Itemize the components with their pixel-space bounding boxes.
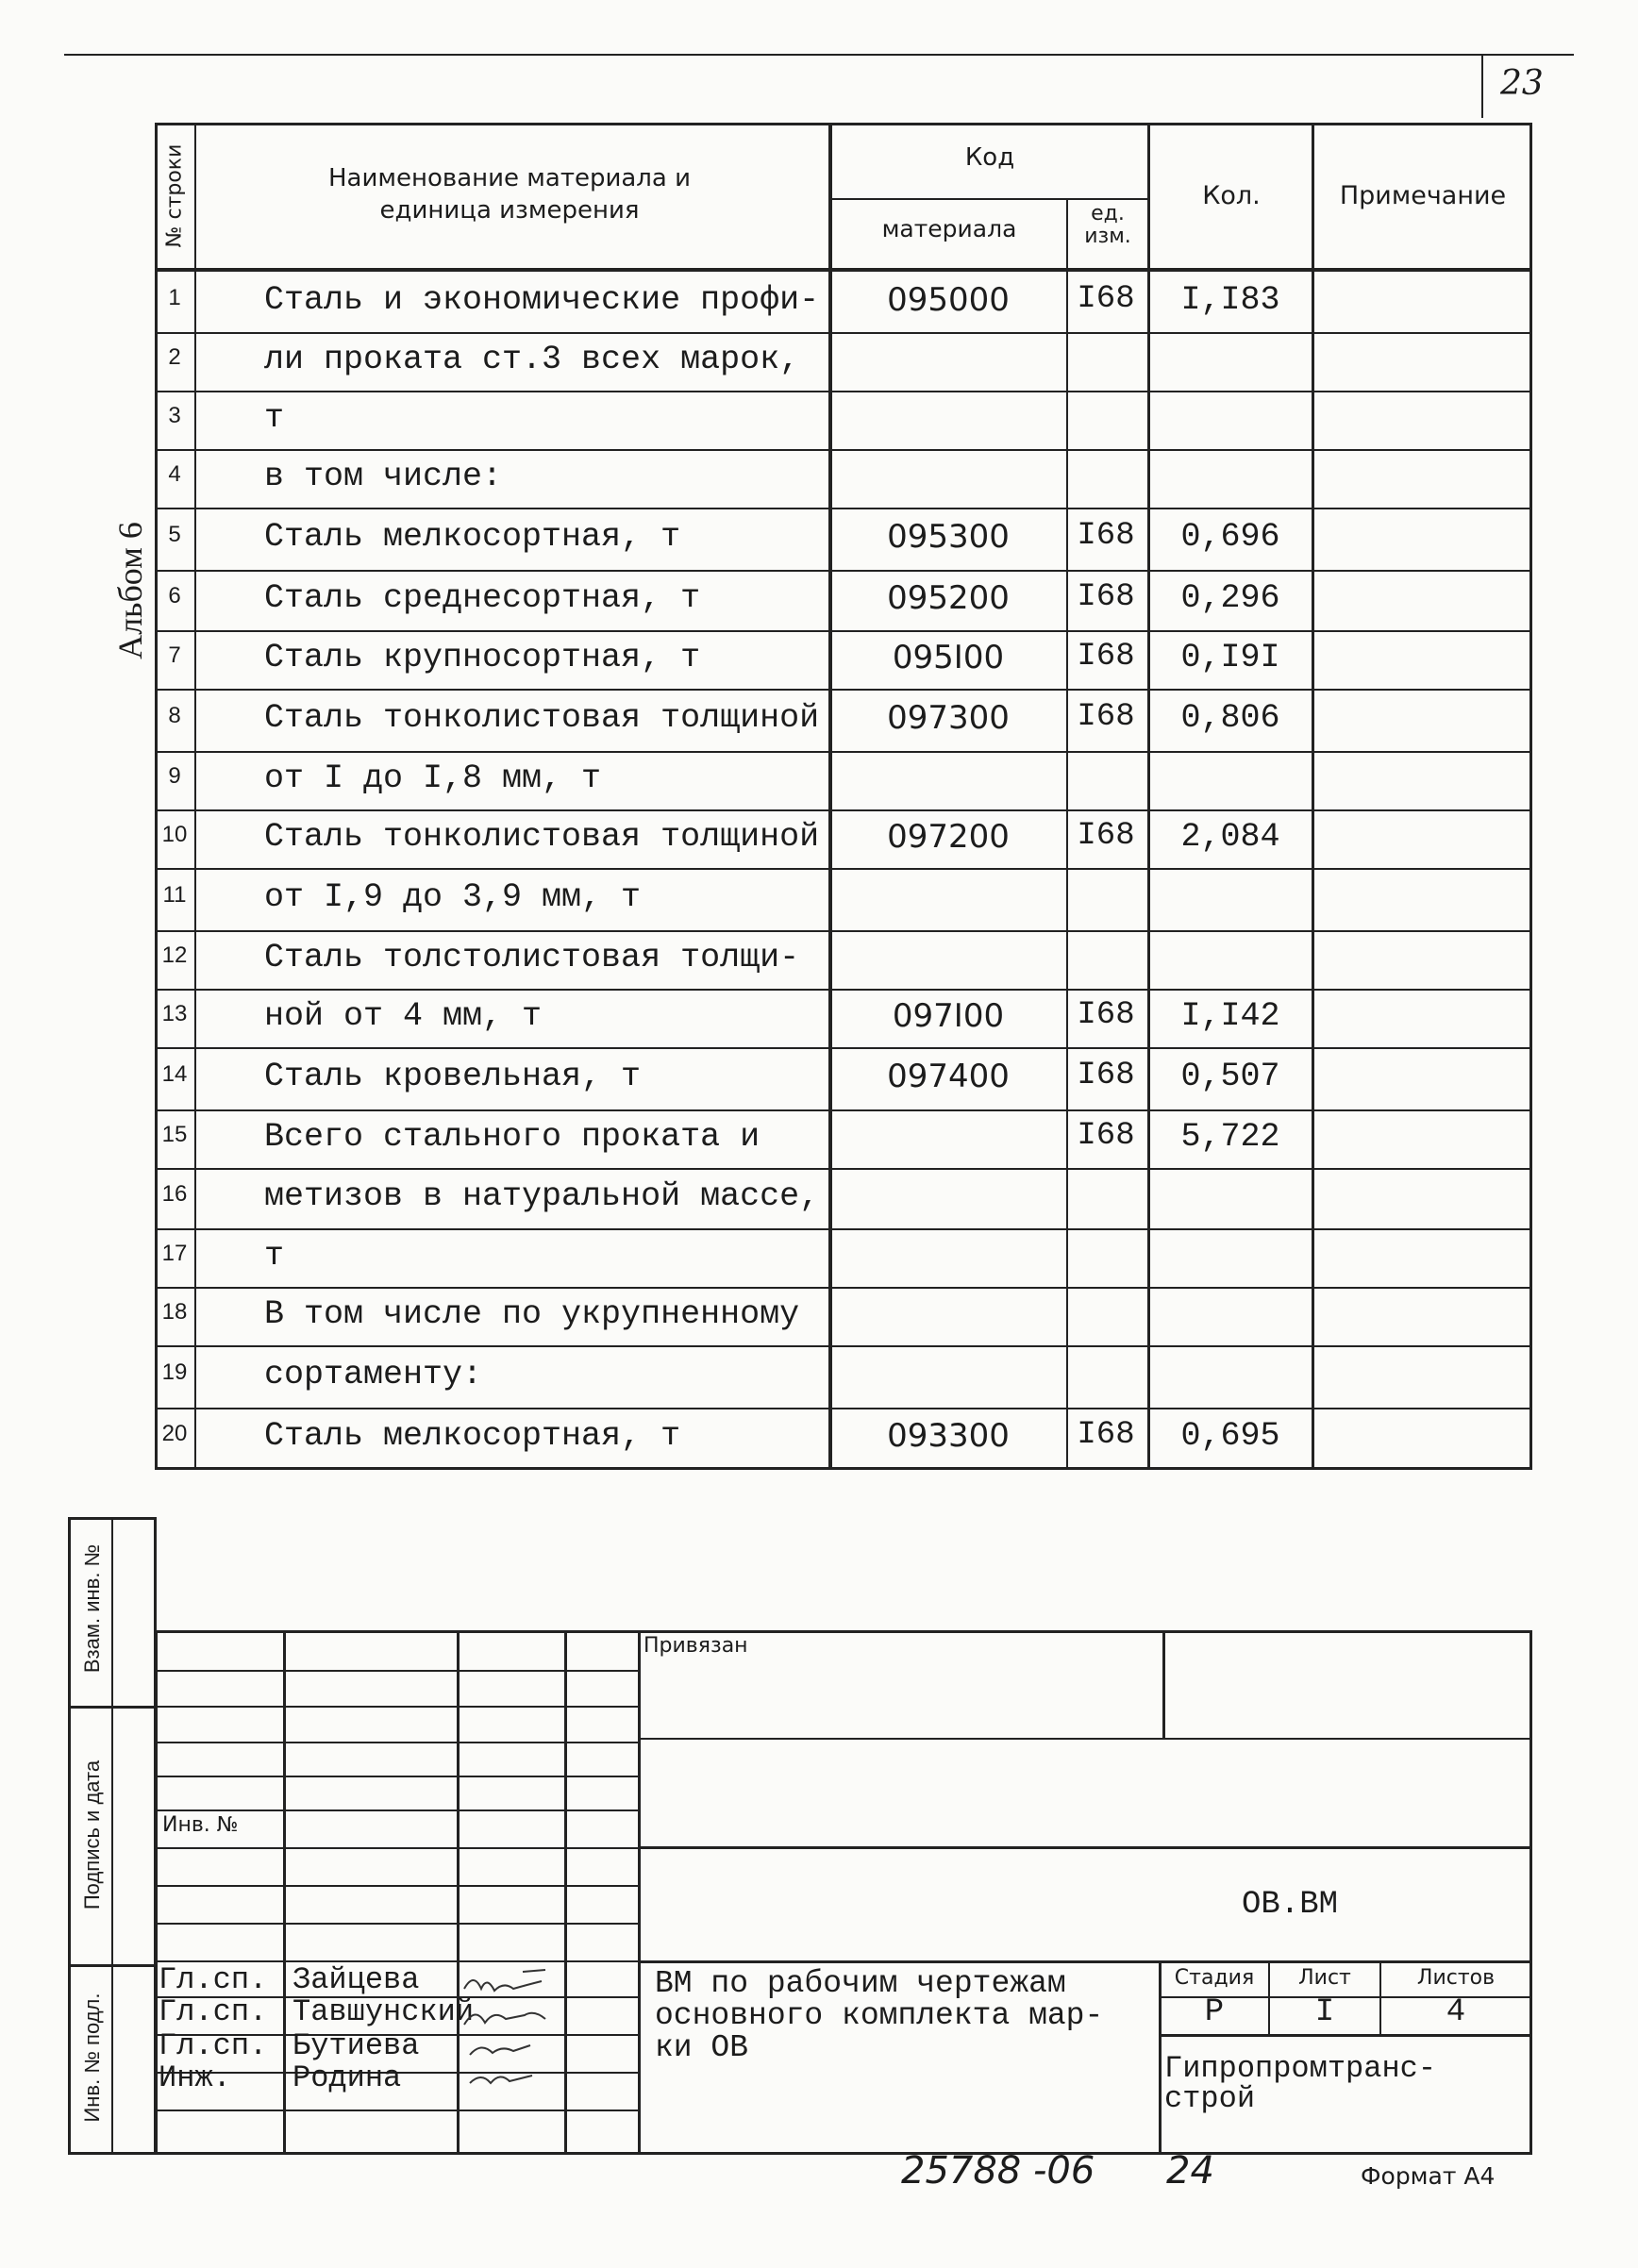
tb-privyazan-bottom xyxy=(638,1738,1532,1740)
row-number: 11 xyxy=(162,882,187,908)
signer-name: Зайцева xyxy=(292,1962,420,1997)
tb-grid-line xyxy=(155,1742,638,1743)
tb-grid-line xyxy=(155,1847,638,1849)
unit-code: I68 xyxy=(1077,281,1135,317)
row-divider xyxy=(155,391,1532,392)
row-number: 1 xyxy=(168,285,181,310)
row-number: 7 xyxy=(168,642,181,668)
tb-v1 xyxy=(283,1630,286,2155)
tb-grid-line xyxy=(155,1923,638,1925)
organization-line: Гипропромтранс- xyxy=(1164,2051,1437,2086)
material-name: Сталь и экономические профи- xyxy=(264,281,820,319)
quantity: 2,084 xyxy=(1180,818,1280,856)
unit-code: I68 xyxy=(1077,1118,1135,1154)
row-number: 2 xyxy=(168,344,181,370)
row-divider xyxy=(155,1168,1532,1170)
header-code: Код xyxy=(964,143,1015,172)
material-code: 097400 xyxy=(887,1058,1010,1095)
sheet-number-divider xyxy=(1481,54,1483,118)
tb-mid-line xyxy=(638,1846,1532,1849)
row-divider xyxy=(155,989,1532,991)
format-label: Формат А4 xyxy=(1361,2162,1496,2190)
signer-name: Тавшунский xyxy=(292,1994,475,2029)
row-divider xyxy=(155,449,1532,451)
quantity: 0,695 xyxy=(1180,1416,1280,1455)
col-line-qty xyxy=(1147,123,1150,1470)
row-divider xyxy=(155,332,1532,334)
row-divider xyxy=(155,570,1532,572)
description-line: ВМ по рабочим чертежам xyxy=(655,1966,1066,2001)
row-divider xyxy=(155,630,1532,632)
signer-role: Инж. xyxy=(159,2060,231,2095)
side-label-inv-vzam: Взам. инв. № xyxy=(80,1543,104,1674)
material-code: 097300 xyxy=(887,699,1010,737)
header-code-material: материала xyxy=(881,215,1017,242)
unit-code: I68 xyxy=(1077,818,1135,854)
header-qty: Кол. xyxy=(1202,181,1261,210)
quantity: 5,722 xyxy=(1180,1118,1280,1156)
material-name: т xyxy=(264,399,285,437)
material-name: сортаменту: xyxy=(264,1356,483,1393)
row-divider xyxy=(155,1408,1532,1409)
row-number: 15 xyxy=(161,1122,188,1147)
tb-grid-line xyxy=(155,1776,638,1777)
doc-code: ОВ.ВМ xyxy=(1242,1887,1339,1923)
signer-role: Гл.сп. xyxy=(159,1962,268,1997)
sheets-value: 4 xyxy=(1446,1994,1466,2030)
unit-code: I68 xyxy=(1077,639,1135,675)
row-divider xyxy=(155,1228,1532,1230)
tb-grid-line xyxy=(155,1809,638,1811)
material-name: Сталь среднесортная, т xyxy=(264,579,701,617)
row-divider xyxy=(155,689,1532,691)
tb-grid-line xyxy=(155,1670,638,1672)
row-number: 5 xyxy=(168,522,181,547)
row-divider xyxy=(155,930,1532,932)
row-divider xyxy=(155,1287,1532,1289)
side-label-inv-podl: Инв. № подл. xyxy=(80,1993,104,2123)
signer-name: Родина xyxy=(292,2060,402,2095)
row-number: 13 xyxy=(161,1001,188,1026)
material-name: Всего стального проката и xyxy=(264,1118,760,1156)
material-name: Сталь тонколистовая толщиной xyxy=(264,818,820,856)
tb-v4 xyxy=(638,1630,641,2155)
col-line-code xyxy=(828,123,832,1470)
stage-value: Р xyxy=(1204,1994,1225,2030)
row-number: 18 xyxy=(161,1299,188,1325)
bottom-page: 24 xyxy=(1166,2149,1214,2193)
quantity: 0,696 xyxy=(1180,518,1280,556)
signature-1 xyxy=(464,1970,545,1991)
quantity: 0,296 xyxy=(1180,579,1280,617)
unit-code: I68 xyxy=(1077,699,1135,735)
sheet-value: I xyxy=(1314,1994,1335,2030)
table-data-bottom xyxy=(155,1467,1532,1470)
sheets-label: Листов xyxy=(1416,1966,1496,1990)
row-number: 4 xyxy=(168,461,181,487)
album-label: Альбом 6 xyxy=(111,522,149,659)
top-border-line xyxy=(64,54,1574,56)
side-label-sign-date: Подпись и дата xyxy=(80,1759,104,1910)
sheet-number: 23 xyxy=(1500,64,1544,103)
side-stamp-inner xyxy=(111,1517,113,2155)
stage-label: Стадия xyxy=(1174,1966,1255,1990)
col-line-note xyxy=(1312,123,1314,1470)
row-divider xyxy=(155,1109,1532,1111)
row-divider xyxy=(155,868,1532,870)
material-name: ной от 4 мм, т xyxy=(264,997,543,1035)
code-subheader-line xyxy=(828,198,1149,200)
signatures xyxy=(457,1960,638,2102)
material-name: Сталь мелкосортная, т xyxy=(264,518,681,556)
material-name: Сталь кровельная, т xyxy=(264,1058,642,1095)
tb-code-bottom xyxy=(638,1960,1532,1963)
quantity: 0,507 xyxy=(1180,1058,1280,1095)
inv-no-label: Инв. № xyxy=(162,1813,239,1837)
material-name: от I,9 до 3,9 мм, т xyxy=(264,878,642,916)
material-code: 097I00 xyxy=(892,997,1005,1035)
row-number: 14 xyxy=(161,1061,188,1087)
unit-code: I68 xyxy=(1077,518,1135,554)
row-number: 8 xyxy=(168,703,181,728)
material-name: Сталь крупносортная, т xyxy=(264,639,701,676)
material-name: В том числе по укрупненному xyxy=(264,1295,800,1333)
tb-grid-line xyxy=(155,1885,638,1887)
material-name: Сталь тонколистовая толщиной xyxy=(264,699,820,737)
signature-3 xyxy=(470,2045,530,2055)
quantity: I,I83 xyxy=(1180,281,1280,319)
material-code: 093300 xyxy=(887,1416,1010,1455)
material-code: 095300 xyxy=(887,518,1010,556)
organization-line: строй xyxy=(1164,2081,1256,2116)
signature-4 xyxy=(470,2076,532,2083)
material-code: 097200 xyxy=(887,818,1010,856)
bottom-code: 25788 -06 xyxy=(901,2149,1095,2193)
material-name: в том числе: xyxy=(264,458,503,495)
row-divider xyxy=(155,1345,1532,1347)
table-header-divider xyxy=(155,268,1532,272)
signature-2 xyxy=(464,2013,545,2025)
unit-code: I68 xyxy=(1077,1416,1135,1453)
row-number: 17 xyxy=(161,1241,188,1266)
material-name: т xyxy=(264,1237,285,1275)
signer-role: Гл.сп. xyxy=(159,2028,268,2063)
row-number: 19 xyxy=(161,1359,188,1385)
row-number: 9 xyxy=(168,763,181,789)
tb-grid-line xyxy=(155,2110,638,2111)
header-row-number: № строки xyxy=(162,143,187,248)
row-number: 16 xyxy=(161,1181,188,1207)
material-name: метизов в натуральной массе, xyxy=(264,1177,820,1215)
material-name: Сталь мелкосортная, т xyxy=(264,1416,681,1455)
unit-code: I68 xyxy=(1077,579,1135,615)
row-number: 20 xyxy=(161,1420,188,1446)
header-code-unit: ед. изм. xyxy=(1084,202,1131,248)
quantity: I,I42 xyxy=(1180,997,1280,1035)
row-divider xyxy=(155,809,1532,811)
row-number: 12 xyxy=(161,942,188,968)
description-line: основного комплекта мар- xyxy=(655,1998,1104,2033)
material-code: 095200 xyxy=(887,579,1010,617)
privyazan-label: Привязан xyxy=(644,1634,748,1658)
material-name: Сталь толстолистовая толщи- xyxy=(264,939,800,976)
material-code: 095I00 xyxy=(892,639,1005,676)
row-number: 3 xyxy=(168,403,181,428)
quantity: 0,I9I xyxy=(1180,639,1280,676)
tb-privyazan-right xyxy=(1162,1630,1165,1738)
tb-stage-row2 xyxy=(1159,2034,1532,2037)
row-divider xyxy=(155,1047,1532,1049)
tb-grid-line xyxy=(155,1706,638,1708)
col-line-rowno xyxy=(194,123,196,1470)
header-note: Примечание xyxy=(1339,181,1507,210)
signer-role: Гл.сп. xyxy=(159,1994,268,2029)
row-number: 6 xyxy=(168,583,181,609)
header-name: Наименование материала и единица измерения xyxy=(327,164,692,225)
material-name: от I до I,8 мм, т xyxy=(264,759,602,797)
material-code: 095000 xyxy=(887,281,1010,319)
quantity: 0,806 xyxy=(1180,699,1280,737)
material-name: ли проката ст.3 всех марок, xyxy=(264,341,800,378)
row-divider xyxy=(155,508,1532,509)
unit-code: I68 xyxy=(1077,1058,1135,1093)
signer-name: Бутиева xyxy=(292,2028,420,2063)
description-line: ки ОВ xyxy=(655,2030,749,2065)
sheet-label: Лист xyxy=(1298,1966,1351,1990)
row-number: 10 xyxy=(161,822,188,847)
row-divider xyxy=(155,751,1532,753)
unit-code: I68 xyxy=(1077,997,1135,1033)
